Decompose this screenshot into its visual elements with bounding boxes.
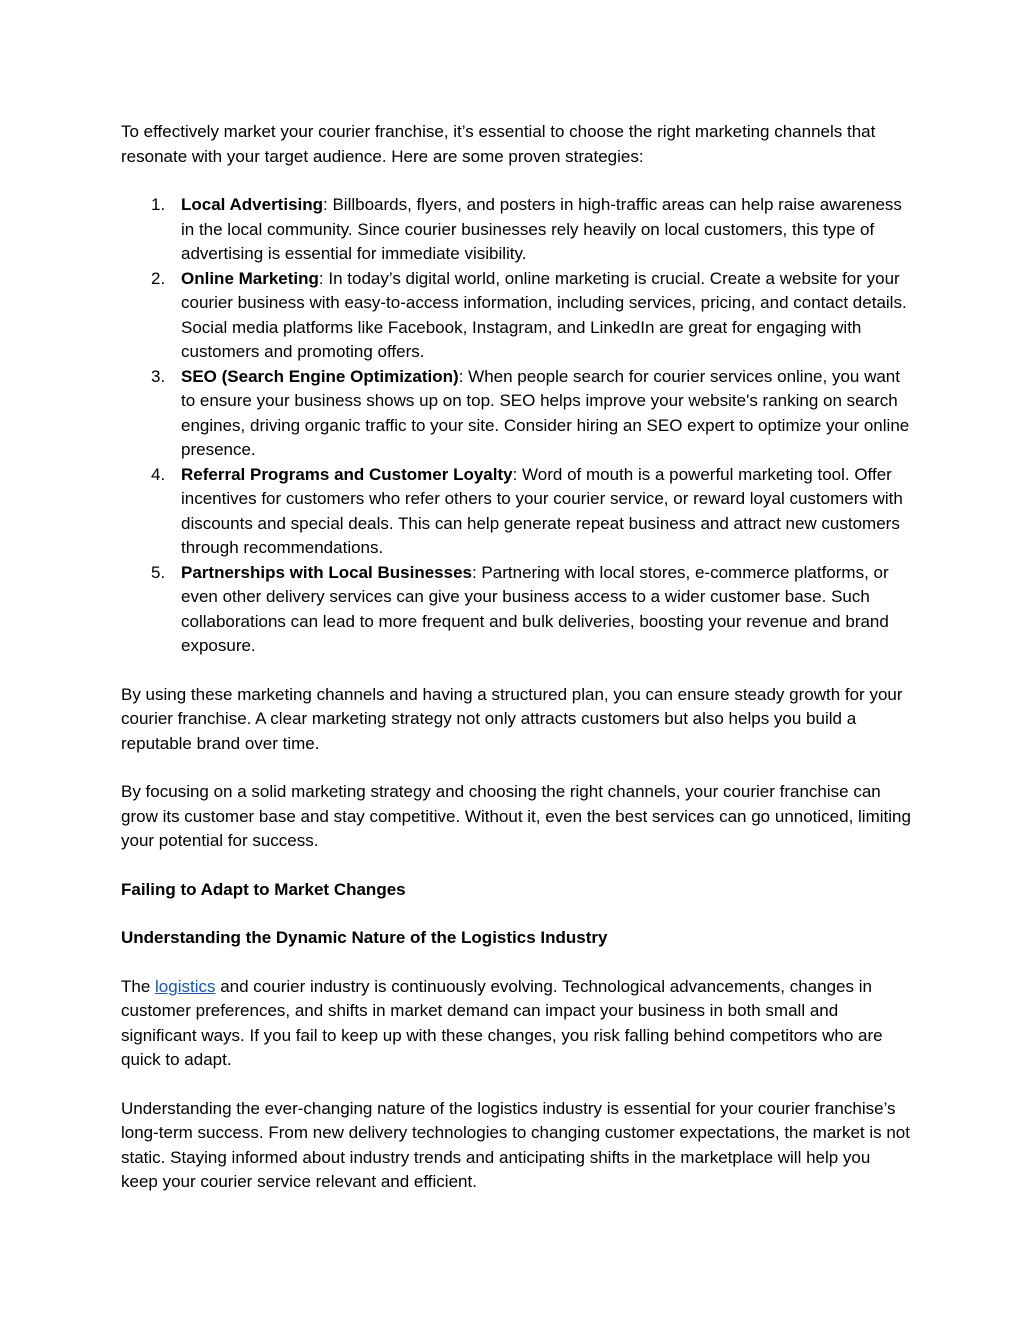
list-item-number: 5.: [151, 562, 166, 582]
logistics-link[interactable]: logistics: [155, 976, 216, 996]
list-item: [121, 561, 911, 659]
document-page: [121, 120, 911, 1219]
list-item: [121, 365, 911, 463]
focus-paragraph: By focusing on a solid marketing strategy and choosing the right channels, your courier franchise can grow its customer base and stay competitive. Without it, even the best services can go unnoticed, limiting your potential for success.: [121, 782, 911, 850]
section-heading-understanding: Understanding the Dynamic Nature of the Logistics Industry: [121, 928, 608, 947]
list-item-number: 2.: [151, 268, 166, 288]
section-heading-failing: Failing to Adapt to Market Changes: [121, 879, 406, 899]
logistics-paragraph: [121, 975, 911, 1073]
list-item-text: : When people search for courier services online, you want to ensure your business shows up on top. SEO helps improve your website's ranking on search engines, driving organic traffic to your site. Consider hiring an SEO expert to optimize your online presence.: [181, 366, 910, 459]
list-item-term: Online Marketing: [181, 268, 319, 288]
intro-paragraph: To effectively market your courier franchise, it’s essential to choose the right marketing channels that resonate with your target audience. Here are some proven strategies:: [121, 122, 876, 166]
channels-paragraph: By using these marketing channels and having a structured plan, you can ensure steady growth for your courier franchise. A clear marketing strategy not only attracts customers but also helps you build a reputable brand over time.: [121, 684, 903, 753]
list-item-term: SEO (Search Engine Optimization): [181, 366, 459, 386]
list-item-text: : In today’s digital world, online marketing is crucial. Create a website for your courier business with easy-to-access information, including services, pricing, and contact details. Social media platforms like Facebook, Instagram, and LinkedIn are great for engaging with customers and promoting offers.: [181, 268, 907, 361]
list-item-number: 3.: [151, 366, 166, 386]
list-item: [121, 267, 911, 365]
strategies-list: [121, 193, 911, 659]
list-item-text: : Word of mouth is a powerful marketing tool. Offer incentives for customers who refer others to your courier service, or reward loyal customers with discounts and special deals. This can help generate repeat business and attract new customers through recommendations.: [181, 464, 903, 557]
list-item-term: Local Advertising: [181, 195, 324, 214]
logistics-paragraph-prefix: The: [121, 976, 156, 996]
list-item-term: Referral Programs and Customer Loyalty: [181, 464, 513, 484]
list-item-number: 1.: [151, 195, 166, 214]
list-item: [121, 463, 911, 561]
list-item-number: 4.: [151, 464, 166, 484]
list-item-text: : Partnering with local stores, e-commerce platforms, or even other delivery services can give your business access to a wider customer base. Such collaborations can lead to more frequent and bulk deliveries, boosting your revenue and brand exposure.: [181, 562, 889, 655]
list-item-text: : Billboards, flyers, and posters in high-traffic areas can help raise awareness in the local community. Since courier businesses rely heavily on local customers, this type of advertising is essential for immediate visibility.: [181, 195, 902, 263]
list-item-term: Partnerships with Local Businesses: [181, 562, 472, 582]
ever-changing-paragraph: Understanding the ever-changing nature of the logistics industry is essential for your courier franchise’s long-term success. From new delivery technologies to changing customer expectations, the market is not static. Staying informed about industry trends and anticipating shifts in the marketplace will help you keep your courier service relevant and efficient.: [121, 1098, 910, 1191]
list-item: [121, 193, 911, 267]
logistics-paragraph-suffix: and courier industry is continuously evolving. Technological advancements, changes in customer preferences, and shifts in market demand can impact your business in both small and significant ways. If you fail to keep up with these changes, you risk falling behind competitors who are quick to adapt.: [121, 976, 883, 1069]
